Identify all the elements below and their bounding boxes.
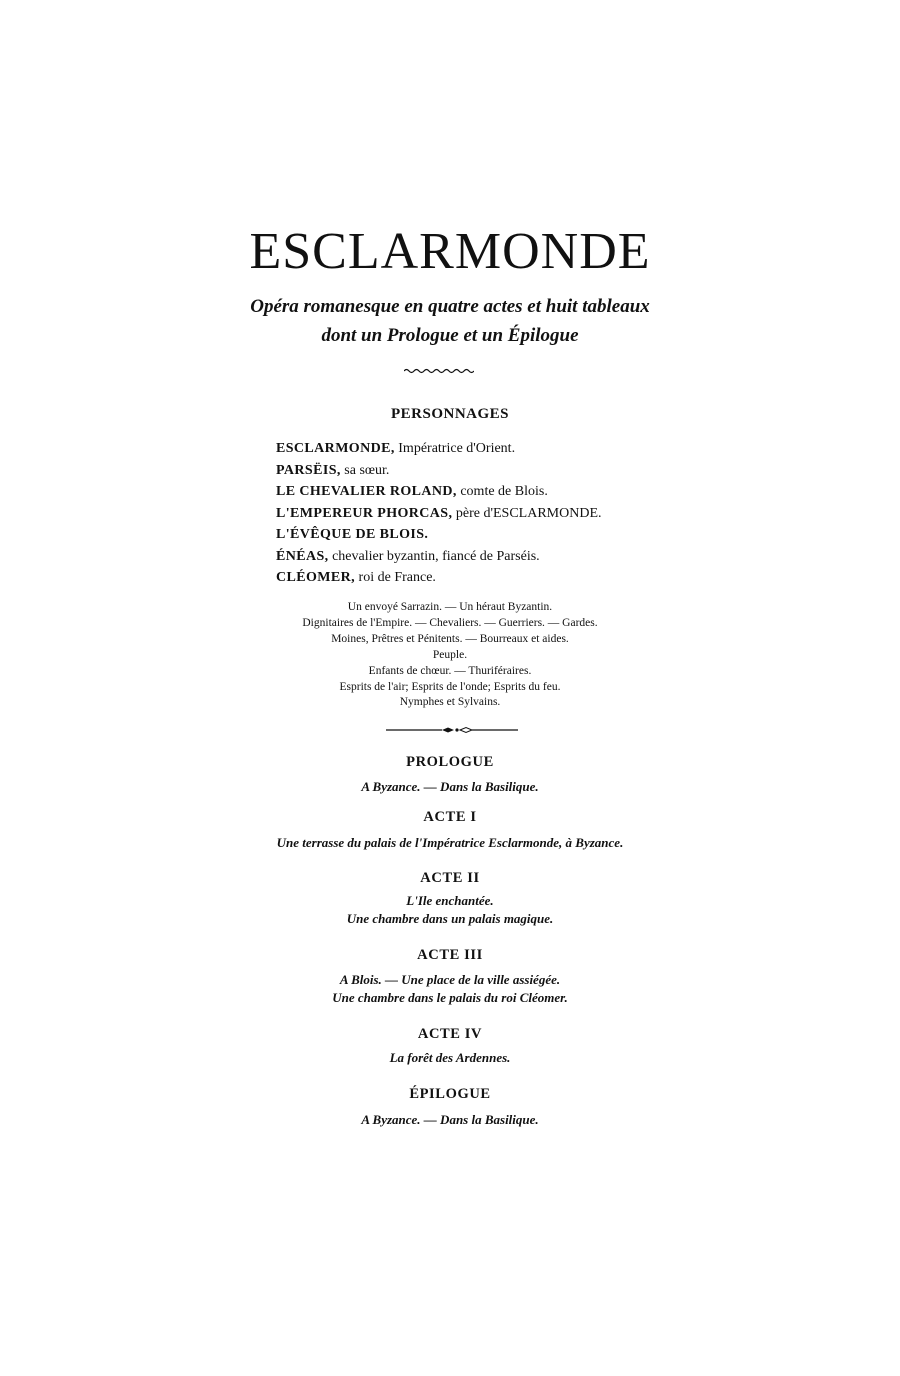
act-setting-line: La forêt des Ardennes. <box>389 1050 511 1065</box>
act-setting-line: A Byzance. — Dans la Basilique. <box>361 779 539 794</box>
minor-roles <box>0 600 900 711</box>
subtitle-line-2: dont un Prologue et un Épilogue <box>321 325 579 346</box>
act-heading-acte-iv: ACTE IV <box>417 1026 483 1042</box>
cast-row <box>276 481 602 503</box>
act-heading-epilogue: ÉPILOGUE <box>409 1086 491 1102</box>
opera-title: ESCLARMONDE <box>249 223 651 280</box>
cast-description: chevalier byzantin, fiancé de Parséis. <box>332 548 540 564</box>
act-setting-line: Une terrasse du palais de l'Impératrice Esclarmonde, à Byzance. <box>276 835 624 850</box>
minor-role-line: Enfants de chœur. — Thuriféraires. <box>368 664 532 677</box>
act-setting-line: Une chambre dans un palais magique. <box>346 911 554 926</box>
cast-name: ÉNÉAS, <box>276 548 329 564</box>
cast-row <box>276 546 602 568</box>
minor-role-line: Dignitaires de l'Empire. — Chevaliers. — Guerriers. — Gardes. <box>302 616 598 629</box>
cast-row <box>276 524 602 546</box>
personnages-heading: PERSONNAGES <box>390 406 510 422</box>
minor-role-line: Nymphes et Sylvains. <box>399 696 501 709</box>
subtitle-line-1: Opéra romanesque en quatre actes et huit tableaux <box>250 296 650 317</box>
cast-name: ESCLARMONDE, <box>276 441 395 456</box>
act-heading-prologue: PROLOGUE <box>406 754 494 770</box>
cast-row <box>276 567 602 589</box>
cast-name: LE CHEVALIER ROLAND, <box>276 484 457 499</box>
section-divider-ornament <box>386 726 518 734</box>
cast-description: père d'ESCLARMONDE. <box>455 505 602 521</box>
act-setting-line: Une chambre dans le palais du roi Cléomer. <box>332 990 568 1005</box>
cast-list <box>276 438 602 589</box>
act-setting-line: L'Ile enchantée. <box>406 893 494 908</box>
cast-description: sa sœur. <box>344 462 390 478</box>
minor-role-line: Un envoyé Sarrazin. — Un héraut Byzantin. <box>347 601 553 613</box>
cast-row <box>276 460 602 482</box>
cast-name: CLÉOMER, <box>276 570 356 585</box>
minor-role-line: Esprits de l'air; Esprits de l'onde; Esprits du feu. <box>339 680 561 693</box>
act-heading-acte-i: ACTE I <box>423 809 477 825</box>
act-heading-acte-iii: ACTE III <box>417 947 483 963</box>
cast-description: Impératrice d'Orient. <box>398 441 516 456</box>
minor-role-line: Peuple. <box>432 648 468 661</box>
act-heading-acte-ii: ACTE II <box>420 870 480 886</box>
cast-name: PARSËIS, <box>276 462 341 478</box>
act-setting-line: A Byzance. — Dans la Basilique. <box>361 1112 539 1127</box>
cast-row <box>276 438 602 460</box>
minor-role-line: Moines, Prêtres et Pénitents. — Bourreaux et aides. <box>331 632 569 645</box>
act-setting-line: A Blois. — Une place de la ville assiégée. <box>339 972 561 987</box>
wavy-rule-ornament <box>404 368 474 374</box>
cast-row <box>276 503 602 525</box>
cast-name: L'EMPEREUR PHORCAS, <box>276 505 453 521</box>
opera-subtitle <box>0 292 900 350</box>
cast-name: L'ÉVÊQUE DE BLOIS. <box>276 527 429 542</box>
cast-description: roi de France. <box>358 570 436 585</box>
cast-description: comte de Blois. <box>460 484 548 499</box>
